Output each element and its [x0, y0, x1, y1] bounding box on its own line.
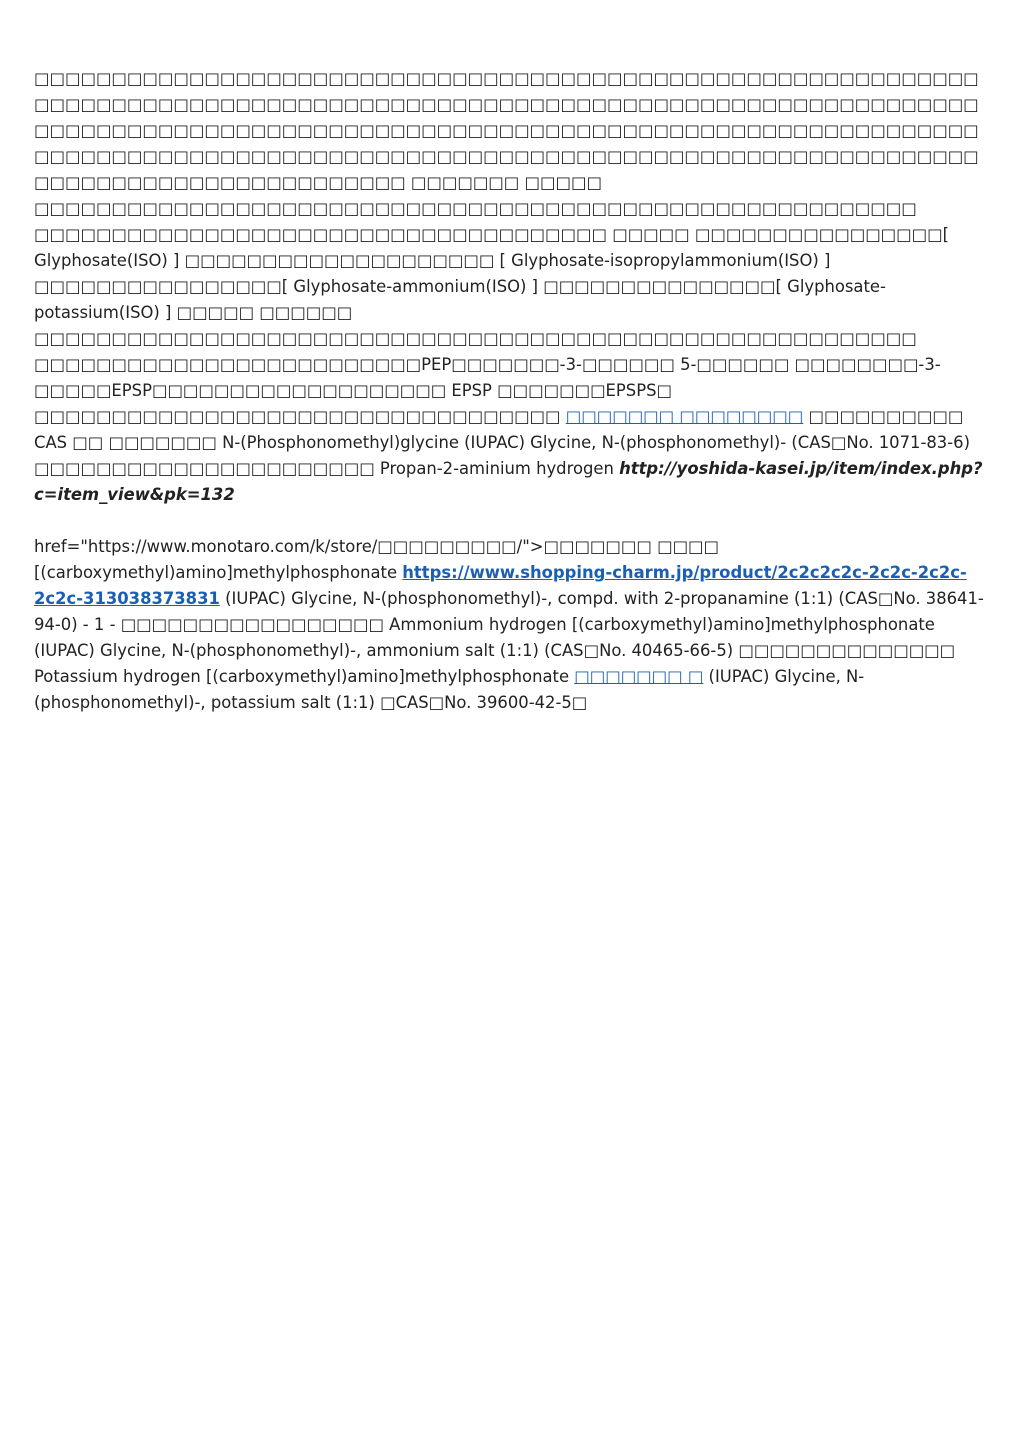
paragraph-2-text: href="https://www.monotaro.com/k/store/□□□□□□□□□/">□□□□□□□ □□□□ [(carboxymethyl)amino]methylphosphonate — [34, 537, 720, 582]
paragraph-2-text-2: (IUPAC) Glycine, N-(phosphonomethyl)-, compd. with 2-propanamine (1:1) (CAS□No. 38641-94-0) - 1 - □□□□□□□□□□□□□□□□□ Ammonium hydrogen [(carboxymethyl)amino]methylphosphonate (IUPAC) Glycine, N-(phosphonomethyl)-, ammonium salt (1:1) (CAS□No. 40465-66-5) □□□□□□□□□□□□□□ Potassium hydrogen [(carboxymethyl)amino]methylphosphonate — [34, 589, 984, 686]
shopping-charm-link[interactable]: https://www.shopping-charm.jp/product/2c2c2c2c-2c2c-2c2c-2c2c-313038373831 — [34, 563, 967, 608]
paragraph-1-text: □□□□□□□□□□□□□□□□□□□□□□□□□□□□□□□□□□□□□□□□□□□□□□□□□□□□□□□□□□□□□□□□□□□□□□□□□□□□□□□□□□□□□□□□□□□□□□□□□□□□□□□□□□□□□□□□□□□□□□□□□□□□□□□□□□□□□□□□□□□□□□□□□□□□□□□□□□□□□□□□□□□□□□□□□□□□□□□□□□□□□□□□□□□□□□□□□□□□□□□□□□□□□□□□□□□□□□□□□□□□□□□□□□□□□□□□□□□□□□□□□□□□□□□□□□□□□□□□□□□□□□□□□□□□ □□□□□□□ □□□□□ □□□□□□□□□□□□□□□□□□□□□□□□□□□□□□□□□□□□□□□□□□□□□□□□□□□□□□□□□ □□□□□□□□□□□□□□□□□□□□□□□□□□□□□□□□□□□□□ □□□□□ □□□□□□□□□□□□□□□□[ Glyphosate(ISO) ] □□□□□□□□□□□□□□□□□□□□ [ Glyphosate-isopropylammonium(ISO) ] □□□□□□□□□□□□□□□□[ Glyphosate-ammonium(ISO) ] □□□□□□□□□□□□□□□[ Glyphosate-potassium(ISO) ] □□□□□ □□□□□□ □□□□□□□□□□□□□□□□□□□□□□□□□□□□□□□□□□□□□□□□□□□□□□□□□□□□□□□□□ □□□□□□□□□□□□□□□□□□□□□□□□□PEP□□□□□□□-3-□□□□□□ 5-□□□□□□ □□□□□□□□-3-□□□□□EPSP□□□□□□□□□□□□□□□□□□□ EPSP □□□□□□□EPSPS□ □□□□□□□□□□□□□□□□□□□□□□□□□□□□□□□□□□ — [34, 69, 979, 426]
inline-link-2[interactable]: □□□□□□□ □ — [574, 667, 704, 686]
body-paragraph-2 — [34, 534, 990, 716]
paragraph-2-text-3: (IUPAC) Glycine, N-(phosphonomethyl)-, potassium salt (1:1) □CAS□No. 39600-42-5□ — [34, 667, 865, 712]
paragraph-1-text-2: □□□□□□□□□□ CAS □□ □□□□□□□ N-(Phosphonomethyl)glycine (IUPAC) Glycine, N-(phosphonomethyl)- (CAS□No. 1071-83-6) □□□□□□□□□□□□□□□□□□□□□□ Propan-2-aminium hydrogen — [34, 407, 970, 478]
emphasized-url: http://yoshida-kasei.jp/item/index.php?c=item_view&pk=132 — [34, 459, 983, 504]
body-paragraph-1 — [34, 66, 990, 508]
inline-link-1[interactable]: □□□□□□□ □□□□□□□□ — [565, 407, 804, 426]
